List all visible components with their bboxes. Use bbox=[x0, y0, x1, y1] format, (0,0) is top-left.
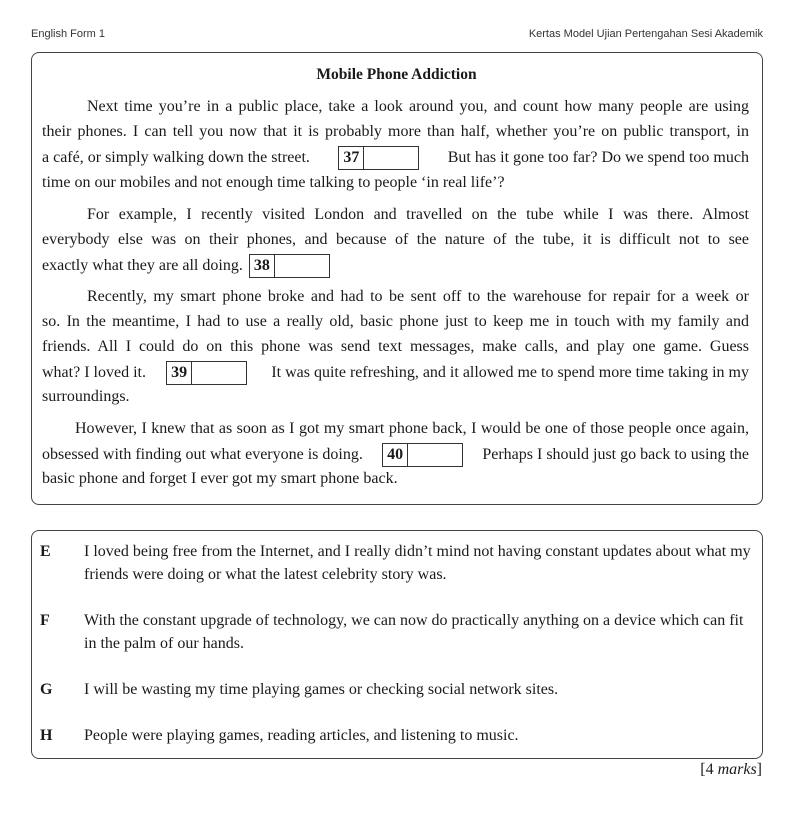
passage-line bbox=[42, 254, 749, 278]
passage-text: a café, or simply walking down the street. bbox=[42, 149, 310, 166]
answer-blank-38[interactable] bbox=[249, 254, 330, 278]
blank-number: 40 bbox=[383, 444, 408, 466]
option-letter: E bbox=[40, 543, 51, 560]
passage-text: exactly what they are all doing. bbox=[42, 257, 243, 274]
marks-close: ] bbox=[756, 761, 762, 778]
passage-line: friends. All I could do on this phone was send text messages, make calls, and play one game. Guess bbox=[42, 338, 749, 355]
passage-line bbox=[42, 443, 749, 467]
blank-number: 37 bbox=[339, 147, 364, 169]
passage-line: basic phone and forget I ever got my smart phone back. bbox=[42, 470, 398, 487]
blank-number: 38 bbox=[250, 255, 275, 277]
answer-blank-40[interactable] bbox=[382, 443, 463, 467]
passage-line: However, I knew that as soon as I got my smart phone back, I would be one of those people once again, bbox=[75, 420, 749, 437]
passage-line: Next time you’re in a public place, take a look around you, and count how many people are using bbox=[87, 98, 749, 115]
marks-label bbox=[700, 761, 762, 779]
option-text: I will be wasting my time playing games or checking social network sites. bbox=[84, 681, 559, 698]
passage-line bbox=[42, 146, 749, 170]
marks-word: marks bbox=[717, 761, 757, 778]
passage-text: But has it gone too far? Do we spend too much bbox=[447, 149, 749, 166]
marks-open: [4 bbox=[700, 761, 718, 778]
option-letter: G bbox=[40, 681, 53, 698]
header-subject: English Form 1 bbox=[31, 28, 105, 40]
option-text: I loved being free from the Internet, and I really didn’t mind not having constant updates about what my friends were doing or what the latest celebrity story was. bbox=[84, 543, 751, 583]
passage-line: so. In the meantime, I had to use a really old, basic phone just to keep me in touch with my family and bbox=[42, 313, 749, 330]
option-text: People were playing games, reading articles, and listening to music. bbox=[84, 727, 519, 744]
passage-line: everybody else was on their phones, and because of the nature of the tube, it is difficult not to see bbox=[42, 231, 749, 248]
passage-line: time on our mobiles and not enough time talking to people ‘in real life’? bbox=[42, 174, 505, 191]
answer-blank-37[interactable] bbox=[338, 146, 419, 170]
passage-line: For example, I recently visited London and travelled on the tube while I was there. Almost bbox=[87, 206, 749, 223]
passage-text: It was quite refreshing, and it allowed me to spend more time taking in my bbox=[271, 364, 749, 381]
passage-line: surroundings. bbox=[42, 388, 130, 405]
passage-line: their phones. I can tell you now that it is probably more than half, whether you’re on public transport, in bbox=[42, 123, 749, 140]
passage-line: Recently, my smart phone broke and had to be sent off to the warehouse for repair for a week or bbox=[87, 288, 749, 305]
passage-text: obsessed with finding out what everyone is doing. bbox=[42, 446, 363, 463]
answer-blank-39[interactable] bbox=[166, 361, 247, 385]
passage-title: Mobile Phone Addiction bbox=[316, 66, 477, 83]
option-letter: F bbox=[40, 612, 50, 629]
blank-number: 39 bbox=[167, 362, 192, 384]
option-text: With the constant upgrade of technology, we can now do practically anything on a device which can fit in the palm of our hands. bbox=[84, 612, 744, 652]
header-exam-title: Kertas Model Ujian Pertengahan Sesi Akademik bbox=[528, 28, 763, 40]
passage-line bbox=[42, 361, 749, 385]
passage-text: what? I loved it. bbox=[42, 364, 146, 381]
passage-text: Perhaps I should just go back to using the bbox=[482, 446, 749, 463]
option-letter: H bbox=[40, 727, 53, 744]
